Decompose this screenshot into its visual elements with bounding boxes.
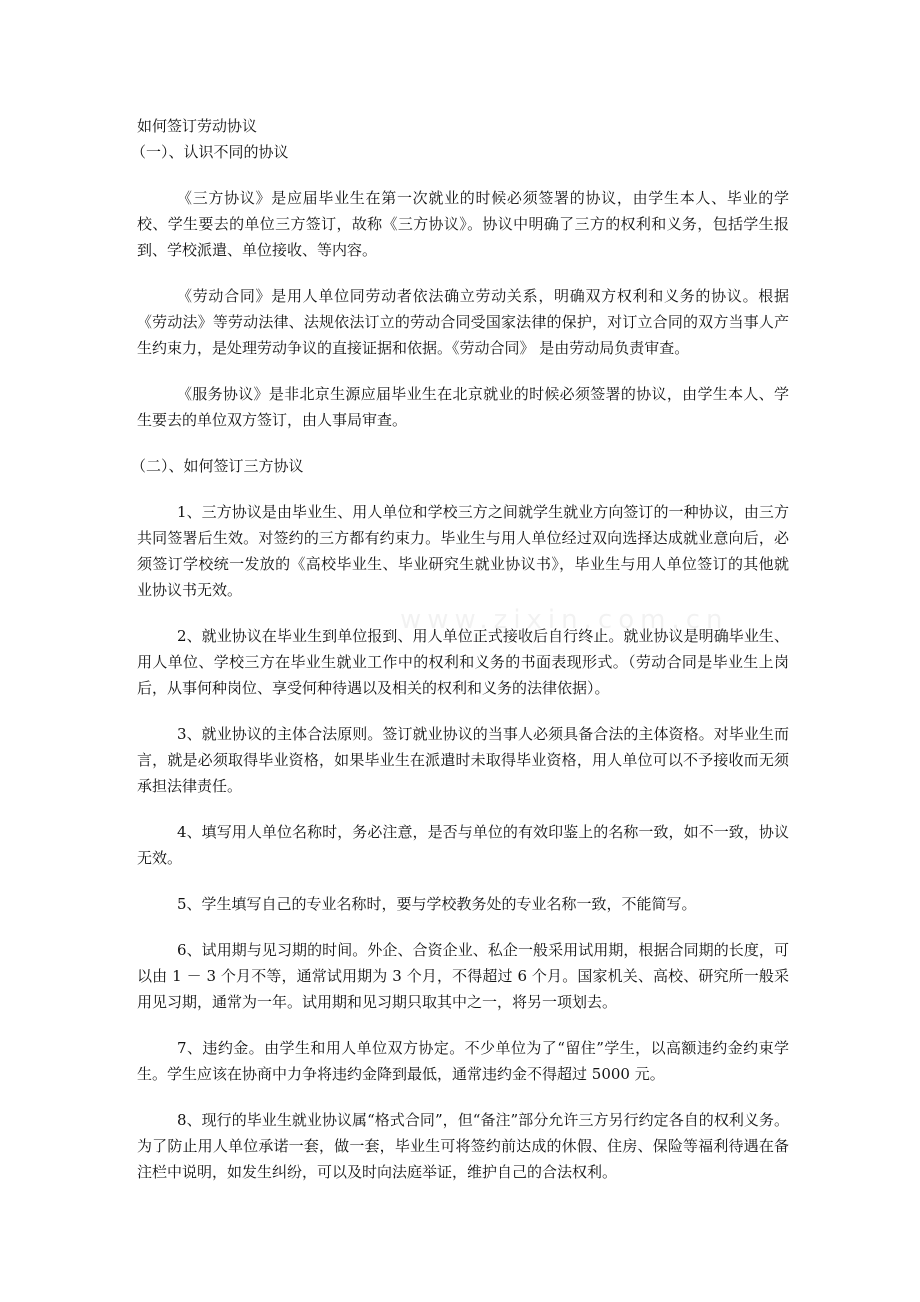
paragraph: 《三方协议》是应届毕业生在第一次就业的时候必须签署的协议，由学生本人、毕业的学校、学生要去的单位三方签订，故称《三方协议》。协议中明确了三方的权利和义务，包括学生报到、学校派遣、单位接收、等内容。 xyxy=(137,189,789,259)
paragraph: 《劳动合同》是用人单位同劳动者依法确立劳动关系，明确双方权利和义务的协议。根据《劳动法》等劳动法律、法规依法订立的劳动合同受国家法律的保护，对订立合同的双方当事人产生约束力，是处理劳动争议的直接证据和依据。《劳动合同》 是由劳动局负责审查。 xyxy=(137,287,789,357)
section-heading-1: （一）、认识不同的协议 xyxy=(131,143,289,161)
section-heading-2: （二）、如何签订三方协议 xyxy=(131,457,304,475)
paragraph: 3、就业协议的主体合法原则。签订就业协议的当事人必须具备合法的主体资格。对毕业生而言，就是必须取得毕业资格，如果毕业生在派遣时未取得毕业资格，用人单位可以不予接收而无须承担法律责任。 xyxy=(137,725,789,795)
paragraph: 1、三方协议是由毕业生、用人单位和学校三方之间就学生就业方向签订的一种协议，由三方共同签署后生效。对签约的三方都有约束力。毕业生与用人单位经过双向选择达成就业意向后，必须签订学校统一发放的《高校毕业生、毕业研究生就业协议书》，毕业生与用人单位签订的其他就业协议书无效。 xyxy=(137,503,789,599)
paragraph: 6、试用期与见习期的时间。外企、合资企业、私企一般采用试用期，根据合同期的长度，可以由 1 － 3 个月不等，通常试用期为 3 个月，不得超过 6 个月。国家机关、高校、研究所一般采用见习期，通常为一年。试用期和见习期只取其中之一，将另一项划去。 xyxy=(137,941,789,1011)
document-body xyxy=(131,113,789,1185)
paragraph: 4、填写用人单位名称时，务必注意，是否与单位的有效印鉴上的名称一致，如不一致，协议无效。 xyxy=(137,823,789,867)
paragraph: 8、现行的毕业生就业协议属“格式合同”，但“备注”部分允许三方另行约定各自的权利义务。为了防止用人单位承诺一套，做一套，毕业生可将签约前达成的休假、住房、保险等福利待遇在备注栏中说明，如发生纠纷，可以及时向法庭举证，维护自己的合法权利。 xyxy=(137,1111,789,1181)
paragraph: 7、违约金。由学生和用人单位双方协定。不少单位为了“留住”学生，以高额违约金约束学生。学生应该在协商中力争将违约金降到最低，通常违约金不得超过 5000 元。 xyxy=(137,1039,789,1083)
paragraph: 5、学生填写自己的专业名称时，要与学校教务处的专业名称一致，不能简写。 xyxy=(177,895,697,913)
paragraph: 2、就业协议在毕业生到单位报到、用人单位正式接收后自行终止。就业协议是明确毕业生、用人单位、学校三方在毕业生就业工作中的权利和义务的书面表现形式。（劳动合同是毕业生上岗后，从事何种岗位、享受何种待遇以及相关的权利和义务的法律依据）。 xyxy=(137,627,789,697)
paragraph: 《服务协议》是非北京生源应届毕业生在北京就业的时候必须签署的协议，由学生本人、学生要去的单位双方签订，由人事局审查。 xyxy=(137,385,789,429)
watermark-text: www.zixin.com.cn xyxy=(400,605,729,635)
document-title: 如何签订劳动协议 xyxy=(137,117,258,135)
